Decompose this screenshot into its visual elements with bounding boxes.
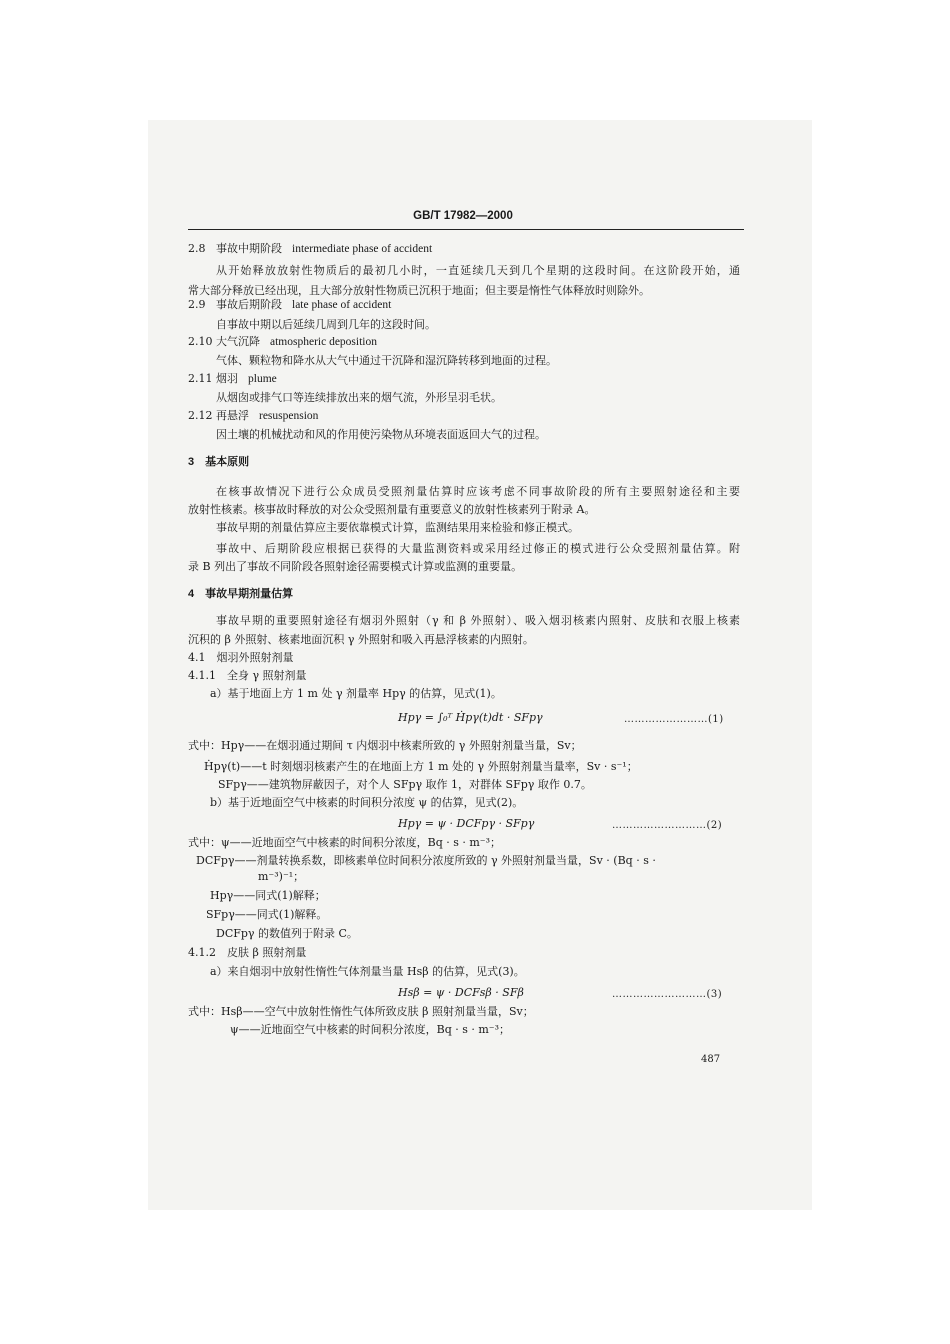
definition-text: 因土壤的机械扰动和风的作用使污染物从环境表面返回大气的过程。 bbox=[216, 428, 546, 441]
subsection-heading: 4.1 烟羽外照射剂量 bbox=[188, 651, 294, 664]
subsection-heading: 4.1.2 皮肤 β 照射剂量 bbox=[188, 946, 307, 959]
equation-number: ………………………(3) bbox=[612, 989, 723, 1000]
where-line: SFpγ——同式(1)解释。 bbox=[206, 908, 328, 921]
equation-number: ……………………(1) bbox=[624, 714, 724, 725]
where-line: Ḣpγ(t)——t 时刻烟羽核素产生的在地面上方 1 m 处的 γ 外照射剂量当量率，Sv · s⁻¹； bbox=[204, 760, 638, 773]
list-item: a）基于地面上方 1 m 处 γ 剂量率 Hpγ 的估算，见式(1)。 bbox=[210, 687, 502, 700]
paragraph-line: 事故早期的重要照射途径有烟羽外照射（γ 和 β 外照射）、吸入烟羽核素内照射、皮肤和衣服上核素 bbox=[216, 614, 740, 627]
where-line: DCFpγ——剂量转换系数，即核素单位时间积分浓度所致的 γ 外照射剂量当量，Sv · (Bq · s · bbox=[196, 854, 656, 867]
equation-2: Hpγ = ψ · DCFpγ · SFpγ bbox=[398, 817, 535, 830]
paragraph-line: 录 B 列出了事故不同阶段各照射途径需要模式计算或监测的重要量。 bbox=[188, 560, 523, 573]
definition-text: 从烟囱或排气口等连续排放出来的烟气流，外形呈羽毛状。 bbox=[216, 391, 502, 404]
paragraph-line: 在核事故情况下进行公众成员受照剂量估算时应该考虑不同事故阶段的所有主要照射途径和主要 bbox=[216, 485, 740, 498]
paragraph-line: 事故中、后期阶段应根据已获得的大量监测资料或采用经过修正的模式进行公众受照剂量估算。附 bbox=[216, 542, 740, 555]
definition-heading: 2.8 事故中期阶段 intermediate phase of accident bbox=[188, 242, 433, 255]
where-line: DCFpγ 的数值列于附录 C。 bbox=[216, 927, 358, 940]
where-line: m⁻³)⁻¹； bbox=[258, 870, 305, 883]
definition-text: 从开始释放放射性物质后的最初几小时，一直延续几天到几个星期的这段时间。在这阶段开始，通 bbox=[216, 264, 740, 277]
where-line: 式中：Hsβ——空气中放射性惰性气体所致皮肤 β 照射剂量当量，Sv； bbox=[188, 1005, 534, 1018]
definition-text: 气体、颗粒物和降水从大气中通过干沉降和湿沉降转移到地面的过程。 bbox=[216, 354, 557, 367]
definition-text: 自事故中期以后延续几周到几年的这段时间。 bbox=[216, 318, 436, 331]
equation-1: Hpγ = ∫₀ᵀ Ḣpγ(t)dt · SFpγ bbox=[398, 711, 543, 724]
equation-3: Hsβ = ψ · DCFsβ · SFβ bbox=[398, 986, 524, 999]
equation-number: ………………………(2) bbox=[612, 820, 723, 831]
paragraph-line: 事故早期的剂量估算应主要依靠模式计算，监测结果用来检验和修正模式。 bbox=[216, 521, 579, 534]
header-rule bbox=[188, 229, 744, 230]
definition-heading: 2.9 事故后期阶段 late phase of accident bbox=[188, 298, 392, 311]
where-line: Hpγ——同式(1)解释； bbox=[210, 889, 326, 902]
section-heading: 3 基本原则 bbox=[188, 456, 250, 468]
where-line: 式中：ψ——近地面空气中核素的时间积分浓度，Bq · s · m⁻³； bbox=[188, 836, 502, 849]
paragraph-line: 沉积的 β 外照射、核素地面沉积 γ 外照射和吸入再悬浮核素的内照射。 bbox=[188, 633, 534, 646]
where-line: ψ——近地面空气中核素的时间积分浓度，Bq · s · m⁻³； bbox=[230, 1023, 511, 1036]
definition-text: 常大部分释放已经出现，且大部分放射性物质已沉积于地面；但主要是惰性气体释放时则除外。 bbox=[188, 284, 650, 297]
section-heading: 4 事故早期剂量估算 bbox=[188, 588, 294, 600]
definition-heading: 2.12 再悬浮 resuspension bbox=[188, 409, 319, 422]
standard-header: GB/T 17982—2000 bbox=[413, 210, 513, 222]
document-page bbox=[188, 0, 748, 1344]
where-line: 式中：Hpγ——在烟羽通过期间 τ 内烟羽中核素所致的 γ 外照射剂量当量，Sv； bbox=[188, 739, 582, 752]
page-number: 487 bbox=[701, 1054, 721, 1065]
list-item: b）基于近地面空气中核素的时间积分浓度 ψ 的估算，见式(2)。 bbox=[210, 796, 524, 809]
subsection-heading: 4.1.1 全身 γ 照射剂量 bbox=[188, 669, 307, 682]
definition-heading: 2.11 烟羽 plume bbox=[188, 372, 277, 385]
list-item: a）来自烟羽中放射性惰性气体剂量当量 Hsβ 的估算，见式(3)。 bbox=[210, 965, 525, 978]
definition-heading: 2.10 大气沉降 atmospheric deposition bbox=[188, 335, 377, 348]
where-line: SFpγ——建筑物屏蔽因子，对个人 SFpγ 取作 1，对群体 SFpγ 取作 0.7。 bbox=[218, 778, 592, 791]
paragraph-line: 放射性核素。核事故时释放的对公众受照剂量有重要意义的放射性核素列于附录 A。 bbox=[188, 503, 596, 516]
